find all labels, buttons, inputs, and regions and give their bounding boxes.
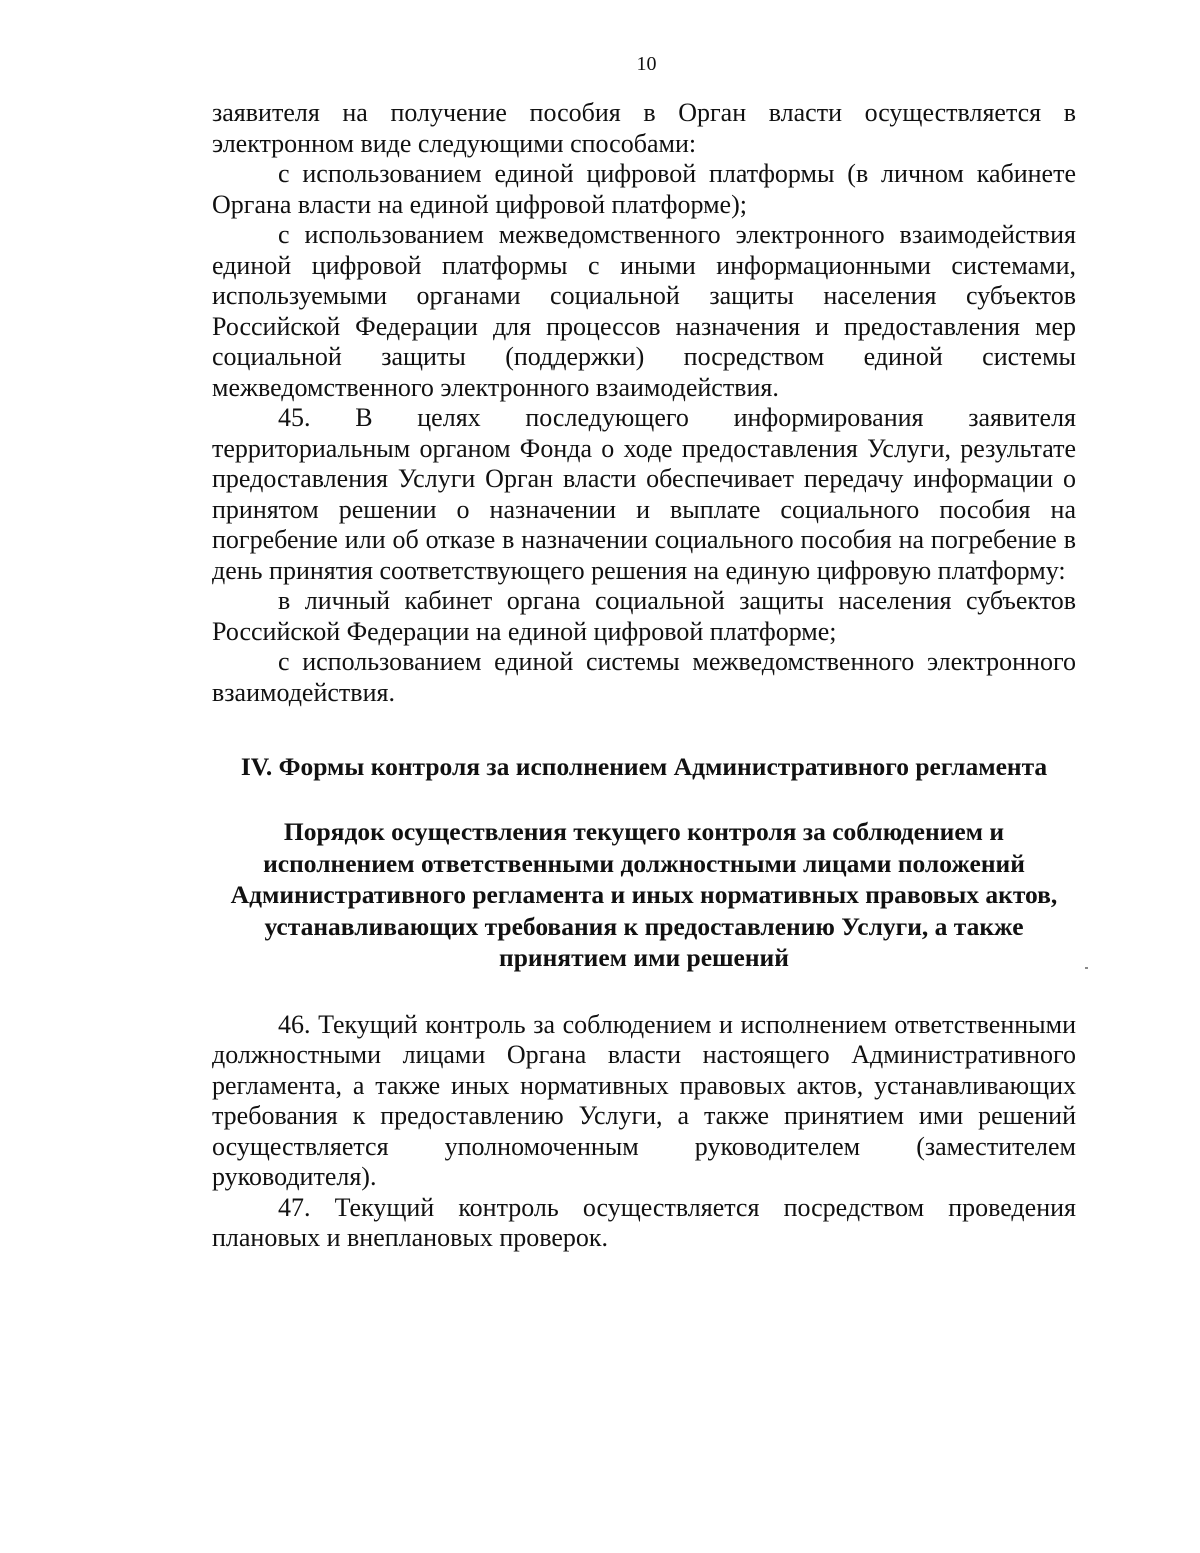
section-heading: IV. Формы контроля за исполнением Административного регламента [240, 752, 1048, 781]
paragraph-46: 46. Текущий контроль за соблюдением и исполнением ответственными должностными лицами Органа власти настоящего Административного регламента, а также иных нормативных правовых актов, устанавливающих требования к предоставлению Услуги, а также принятием ими решений осуществляется уполномоченным руководителем (заместителем руководителя). [212, 1009, 1076, 1192]
paragraph-interagency-interaction: с использованием межведомственного электронного взаимодействия единой цифровой платформы с иными информационными системами, используемыми органами социальной защиты населения субъектов Российской Федерации для процессов назначения и предоставления мер социальной защиты (поддержки) посредством единой системы межведомственного электронного взаимодействия. [212, 220, 1076, 402]
paragraph-47: 47. Текущий контроль осуществляется посредством проведения плановых и внеплановых проверок. [212, 1192, 1076, 1253]
page-number: 10 [636, 53, 657, 75]
document-body [212, 98, 1076, 1254]
paragraph-unified-system: с использованием единой системы межведомственного электронного взаимодействия. [212, 647, 1076, 707]
paragraph-continuation: заявителя на получение пособия в Орган власти осуществляется в электронном виде следующими способами: [212, 98, 1076, 158]
paragraph-personal-account: в личный кабинет органа социальной защиты населения субъектов Российской Федерации на единой цифровой платформе; [212, 586, 1076, 646]
paragraph-45: 45. В целях последующего информирования заявителя территориальным органом Фонда о ходе предоставления Услуги, результате предоставления Услуги Орган власти обеспечивает передачу информации о принятом решении о назначении и выплате социального пособия на погребение или об отказе в назначении социального пособия на погребение в день принятия соответствующего решения на единую цифровую платформу: [212, 403, 1076, 585]
subsection-heading: Порядок осуществления текущего контроля за соблюдением и исполнением ответственными должностными лицами положений Административного регламента и иных нормативных правовых актов, устанавливающих требования к предоставлению Услуги, а также принятием ими решений [230, 817, 1058, 973]
paragraph-digital-platform: с использованием единой цифровой платформы (в личном кабинете Органа власти на единой цифровой платформе); [212, 159, 1076, 219]
scan-speck [1085, 967, 1088, 969]
